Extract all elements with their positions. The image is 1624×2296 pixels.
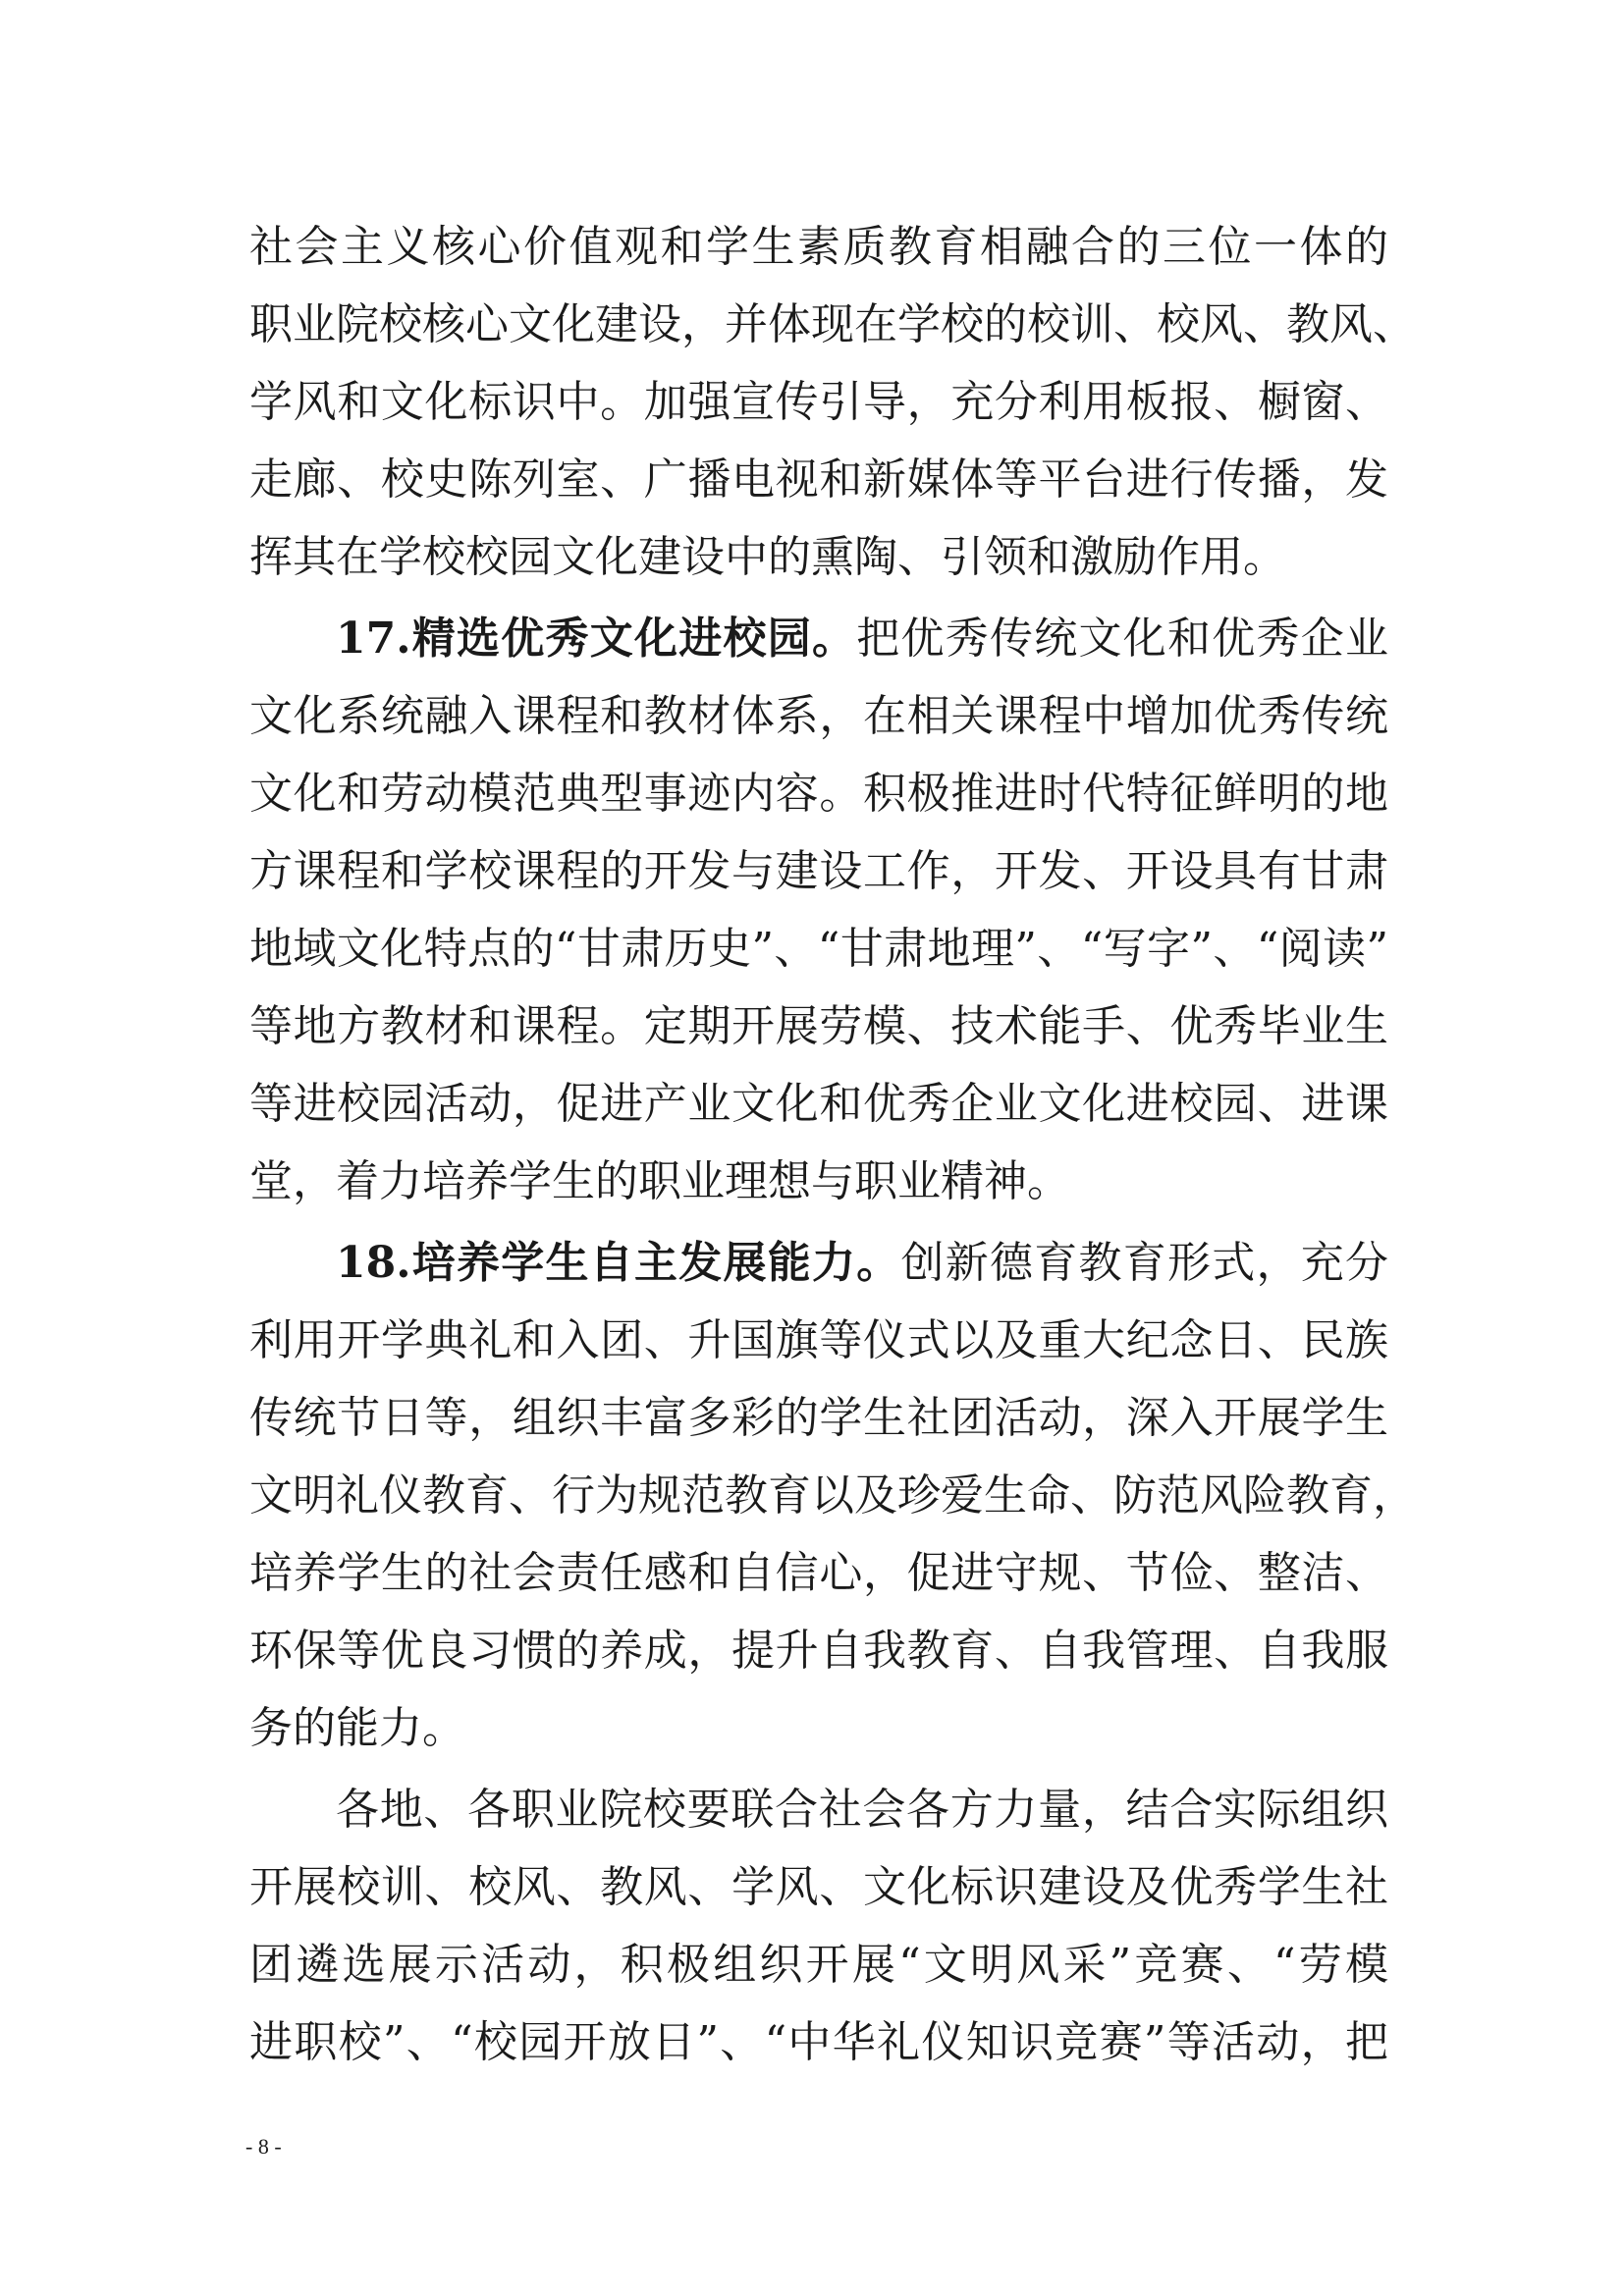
body-text-line: 传统节日等，组织丰富多彩的学生社团活动，深入开展学生 bbox=[249, 1393, 1388, 1443]
body-text-line: 走廊、校史陈列室、广播电视和新媒体等平台进行传播，发 bbox=[249, 454, 1388, 505]
section-17-first-line-text: 把优秀传统文化和优秀企业 bbox=[856, 614, 1388, 664]
page-number: - 8 - bbox=[245, 2134, 282, 2159]
body-text-line: 文明礼仪教育、行为规范教育以及珍爱生命、防范风险教育， bbox=[249, 1470, 1416, 1521]
body-text-line: 社会主义核心价值观和学生素质教育相融合的三位一体的 bbox=[249, 222, 1388, 272]
body-text-line: 等进校园活动，促进产业文化和优秀企业文化进校园、进课 bbox=[249, 1079, 1388, 1129]
body-text-line: 培养学生的社会责任感和自信心，促进守规、节俭、整洁、 bbox=[249, 1548, 1388, 1598]
body-text-line: 挥其在学校校园文化建设中的熏陶、引领和激励作用。 bbox=[249, 532, 1286, 582]
body-text-line: 堂，着力培养学生的职业理想与职业精神。 bbox=[249, 1156, 1070, 1206]
section-17-first-line bbox=[336, 610, 1388, 668]
section-17-heading: 17.精选优秀文化进校园。 bbox=[336, 614, 857, 664]
body-text-line: 文化和劳动模范典型事迹内容。积极推进时代特征鲜明的地 bbox=[249, 769, 1388, 819]
section-18-heading: 18.培养学生自主发展能力。 bbox=[336, 1238, 901, 1288]
body-text-line: 务的能力。 bbox=[249, 1703, 465, 1753]
body-text-line: 利用开学典礼和入团、升国旗等仪式以及重大纪念日、民族 bbox=[249, 1315, 1388, 1365]
body-text-line: 环保等优良习惯的养成，提升自我教育、自我管理、自我服 bbox=[249, 1626, 1388, 1676]
body-text-line: 各地、各职业院校要联合社会各方力量，结合实际组织 bbox=[336, 1785, 1388, 1835]
body-text-line: 方课程和学校课程的开发与建设工作，开发、开设具有甘肃 bbox=[249, 846, 1388, 896]
section-18-first-line-text: 创新德育教育形式，充分 bbox=[900, 1238, 1388, 1288]
body-text-line: 职业院校核心文化建设，并体现在学校的校训、校风、教风、 bbox=[249, 299, 1416, 349]
section-18-first-line bbox=[336, 1234, 1388, 1293]
body-text-line: 地域文化特点的“甘肃历史”、“甘肃地理”、“写字”、“阅读” bbox=[249, 924, 1388, 974]
body-text-line: 学风和文化标识中。加强宣传引导，充分利用板报、橱窗、 bbox=[249, 377, 1388, 427]
body-text-line: 文化系统融入课程和教材体系，在相关课程中增加优秀传统 bbox=[249, 691, 1388, 741]
body-text-line: 开展校训、校风、教风、学风、文化标识建设及优秀学生社 bbox=[249, 1862, 1388, 1912]
body-text-line: 团遴选展示活动，积极组织开展“文明风采”竞赛、“劳模 bbox=[249, 1940, 1388, 1990]
body-text-line: 等地方教材和课程。定期开展劳模、技术能手、优秀毕业生 bbox=[249, 1001, 1388, 1051]
body-text-line: 进职校”、“校园开放日”、“中华礼仪知识竞赛”等活动，把 bbox=[249, 2017, 1388, 2067]
